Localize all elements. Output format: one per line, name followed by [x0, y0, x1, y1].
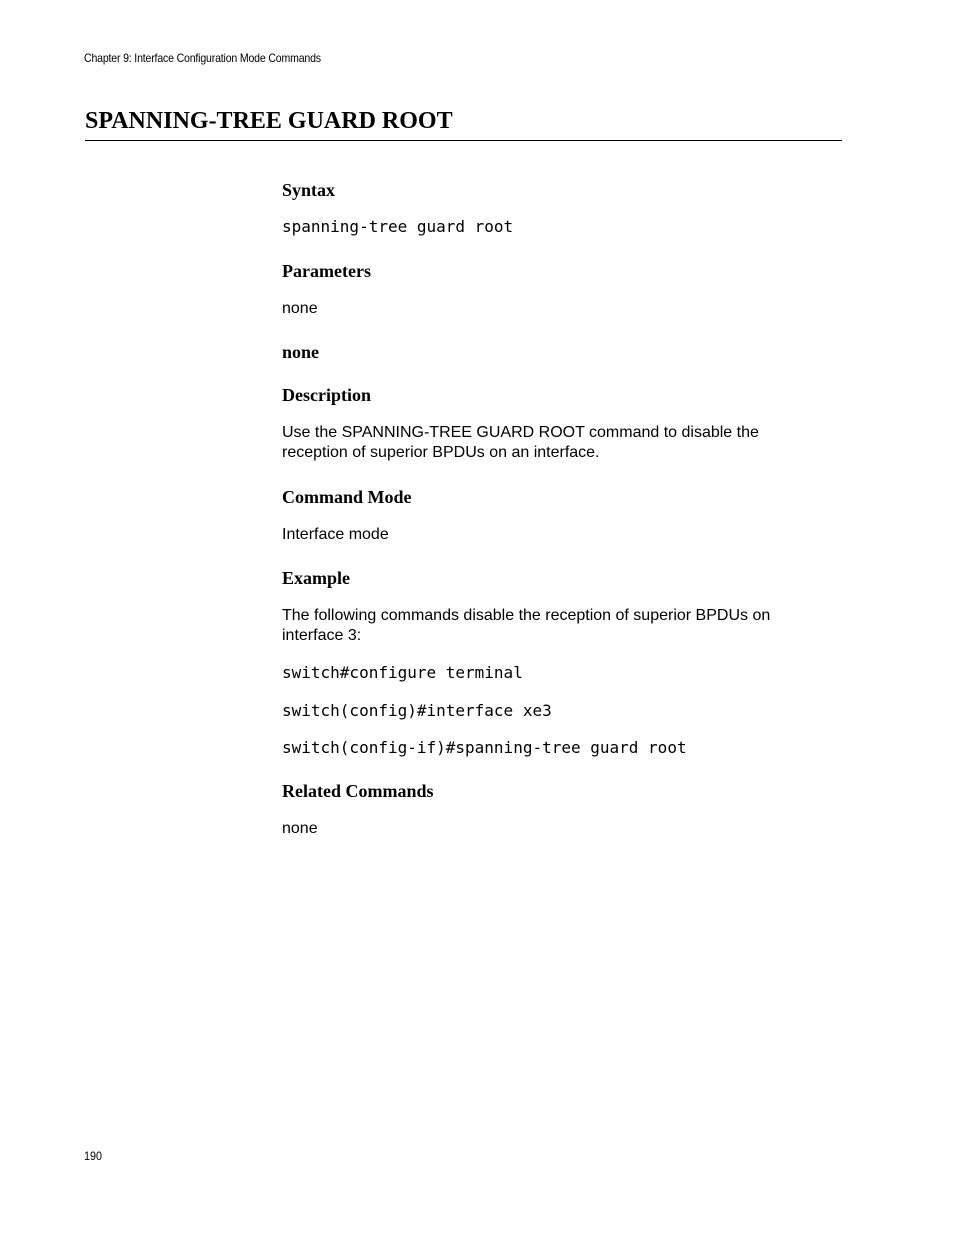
example-code-line: switch#configure terminal [282, 663, 523, 682]
syntax-heading: Syntax [282, 180, 336, 200]
related-commands-heading: Related Commands [282, 781, 434, 801]
command-mode-text: Interface mode [282, 526, 389, 543]
description-text: Use the SPANNING-TREE GUARD ROOT command to disable the reception of superior BPDUs on an interface. [282, 424, 759, 461]
parameters-subheading: none [282, 342, 320, 362]
description-heading: Description [282, 385, 371, 405]
syntax-code: spanning-tree guard root [282, 217, 514, 236]
example-text: The following commands disable the reception of superior BPDUs on interface 3: [282, 607, 771, 644]
related-commands-text: none [282, 820, 318, 837]
example-heading: Example [282, 568, 351, 588]
example-code-line: switch(config)#interface xe3 [282, 701, 552, 720]
page-number: 190 [84, 1149, 103, 1163]
running-header: Chapter 9: Interface Configuration Mode Commands [84, 51, 321, 65]
command-mode-heading: Command Mode [282, 487, 412, 507]
page-title: SPANNING-TREE GUARD ROOT [85, 108, 453, 134]
title-divider [85, 140, 842, 141]
parameters-text: none [282, 300, 318, 317]
example-code-line: switch(config-if)#spanning-tree guard root [282, 738, 687, 757]
parameters-heading: Parameters [282, 261, 371, 281]
